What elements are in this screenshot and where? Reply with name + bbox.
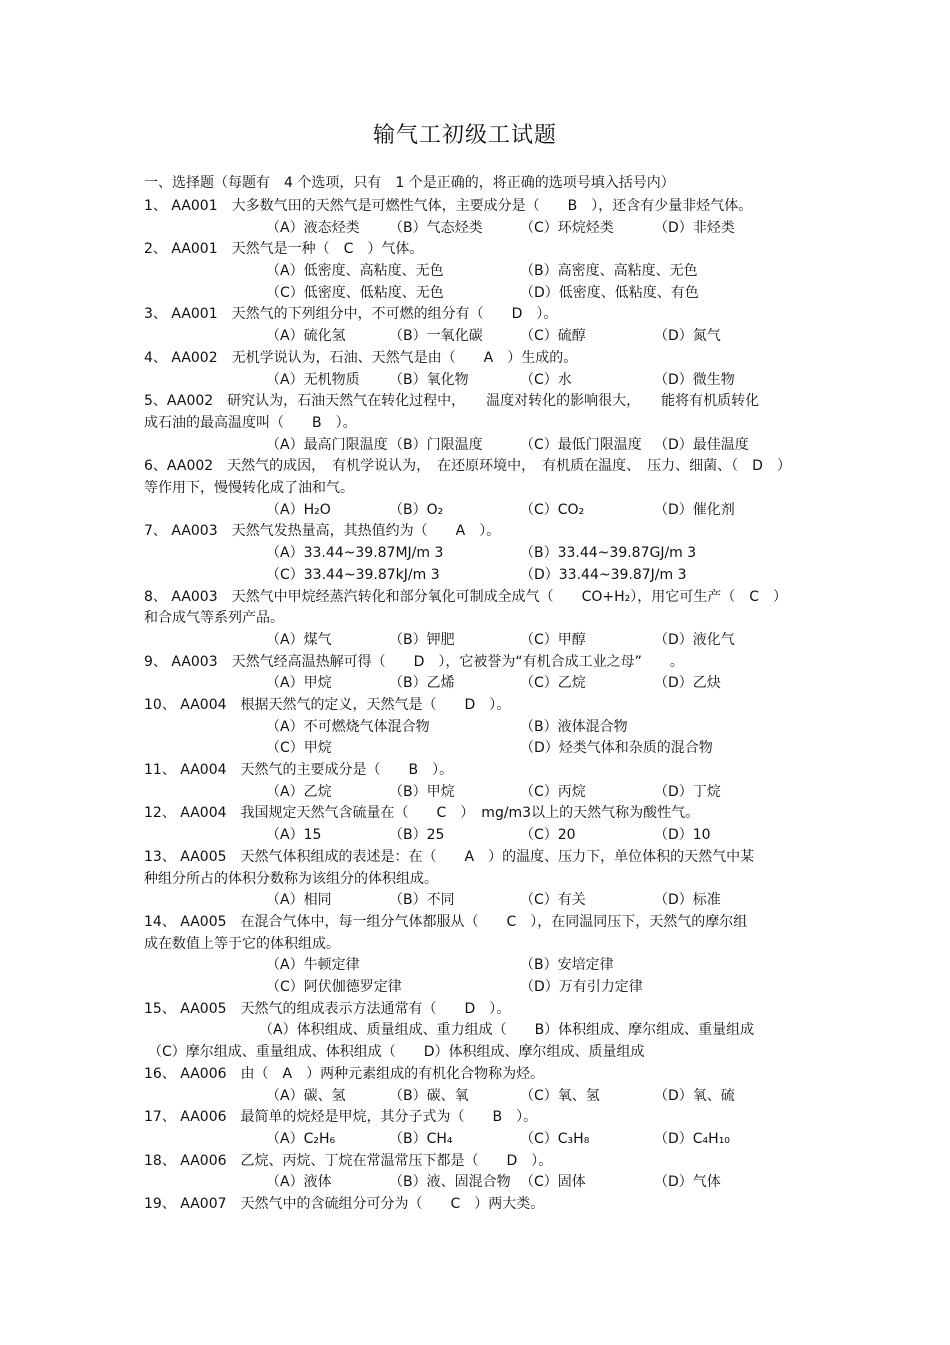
- option-b: （B）气态烃类: [389, 219, 483, 236]
- option-b: （B）甲烷: [389, 783, 455, 800]
- options-row: [144, 326, 824, 348]
- question-item: [144, 587, 824, 652]
- option-c: （C）CO₂: [520, 501, 585, 518]
- option-a: （A）牛顿定律: [266, 957, 360, 974]
- option-c: （C）环烷烃类: [520, 219, 614, 236]
- option-a: （A）液态烃类: [266, 219, 360, 236]
- question-item: [144, 521, 824, 586]
- question-text: 16、 AA006 由（ A ）两种元素组成的有机化合物称为烃。: [144, 1065, 545, 1082]
- options-row: [144, 565, 824, 587]
- question-item: [144, 304, 824, 347]
- option-c: （C）低密度、低粘度、无色: [266, 284, 444, 301]
- option-c: （C）丙烷: [520, 783, 586, 800]
- option-b: （B）乙烯: [389, 675, 455, 692]
- question-item: [144, 348, 824, 391]
- option-a: （A）相同: [266, 892, 332, 909]
- option-d: （D）最佳温度: [654, 436, 749, 453]
- option-c: （C）硫醇: [520, 328, 586, 345]
- option-c: （C）水: [520, 371, 572, 388]
- question-list: [144, 196, 824, 1216]
- question-item: [144, 456, 824, 521]
- question-text: 18、 AA006 乙烷、丙烷、丁烷在常温常压下都是（ D ）。: [144, 1152, 553, 1169]
- option-d: （D）C₄H₁₀: [654, 1130, 730, 1147]
- question-item: [144, 1107, 824, 1150]
- options-row: [144, 283, 824, 305]
- option-c: （C）33.44~39.87kJ/m 3: [266, 566, 440, 583]
- option-b: （B）33.44~39.87GJ/m 3: [520, 545, 697, 562]
- options-row: （A）体积组成、质量组成、重力组成（ B）体积组成、摩尔组成、重量组成: [259, 1022, 755, 1039]
- options-row: [144, 977, 824, 999]
- option-d: （D）10: [654, 827, 711, 844]
- option-d: （D）丁烷: [654, 783, 721, 800]
- question-text: 10、 AA004 根据天然气的定义，天然气是（ D ）。: [144, 697, 511, 713]
- options-row: [144, 1129, 824, 1151]
- option-b: （B）O₂: [389, 501, 444, 518]
- option-d: （D）乙炔: [654, 675, 721, 692]
- option-b: （B）碳、氧: [389, 1087, 469, 1104]
- question-text: 6、AA002 天然气的成因， 有机学说认为， 在还原环境中， 有机质在温度、 压力、细菌、（ D ）: [144, 458, 791, 475]
- option-a: （A）甲烷: [266, 675, 332, 692]
- question-text: 5、AA002 研究认为，石油天然气在转化过程中， 温度对转化的影响很大， 能将有机质转化: [144, 393, 760, 410]
- option-a: （A）无机物质: [266, 371, 360, 388]
- option-d: （D）33.44~39.87J/m 3: [520, 566, 687, 583]
- option-d: （D）低密度、低粘度、有色: [520, 284, 699, 301]
- question-text-continued: 和合成气等系列产品。: [144, 610, 284, 627]
- option-b: （B）不同: [389, 892, 455, 909]
- question-text-continued: 种组分所占的体积分数称为该组分的体积组成。: [144, 870, 438, 887]
- option-d: （D）非烃类: [654, 219, 735, 236]
- option-c: （C）有关: [520, 892, 586, 909]
- question-item: [144, 760, 824, 803]
- options-row: [144, 955, 824, 977]
- option-a: （A）33.44~39.87MJ/m 3: [266, 545, 444, 562]
- option-a: （A）H₂O: [266, 501, 331, 518]
- option-b: （B）液体混合物: [520, 718, 628, 735]
- options-row: （C）摩尔组成、重量组成、体积组成（ D）体积组成、摩尔组成、质量组成: [148, 1044, 645, 1061]
- option-b: （B）液、固混合物: [389, 1174, 511, 1191]
- option-a: （A）碳、氢: [266, 1087, 346, 1104]
- option-c: （C）固体: [520, 1174, 586, 1191]
- option-c: （C）甲醇: [520, 631, 586, 648]
- option-d: （D）微生物: [654, 371, 735, 388]
- option-a: （A）硫化氢: [266, 328, 346, 345]
- option-a: （A）低密度、高粘度、无色: [266, 263, 444, 280]
- question-item: [144, 847, 824, 912]
- question-item: [144, 912, 824, 999]
- option-d: （D）标准: [654, 892, 721, 909]
- question-text: 9、 AA003 天然气经高温热解可得（ D ），它被誉为“有机合成工业之母” 。: [144, 653, 684, 670]
- option-a: （A）煤气: [266, 631, 332, 648]
- question-text-continued: 成石油的最高温度叫（ B ）。: [144, 414, 357, 431]
- options-row: [144, 630, 824, 652]
- option-d: （D）氮气: [654, 328, 721, 345]
- option-d: （D）催化剂: [654, 501, 735, 518]
- option-a: （A）最高门限温度: [266, 436, 388, 453]
- option-c: （C）C₃H₈: [520, 1130, 590, 1147]
- document-title: 输气工初级工试题: [372, 123, 557, 148]
- options-row: [144, 370, 824, 392]
- options-row: [144, 500, 824, 522]
- option-c: （C）甲烷: [266, 740, 332, 757]
- question-item: [144, 239, 824, 304]
- question-item: [144, 999, 824, 1064]
- question-text: 3、 AA001 天然气的下列组分中，不可燃的组分有（ D ）。: [144, 306, 558, 323]
- question-item: [144, 1194, 824, 1216]
- option-b: （B）CH₄: [389, 1130, 453, 1147]
- option-a: （A）乙烷: [266, 783, 332, 800]
- options-row: [144, 1172, 824, 1194]
- option-c: （C）最低门限温度: [520, 436, 642, 453]
- option-b: （B）门限温度: [389, 436, 483, 453]
- question-text-continued: 成在数值上等于它的体积组成。: [144, 935, 340, 952]
- option-a: （A）C₂H₆: [266, 1130, 336, 1147]
- question-text: 13、 AA005 天然气体积组成的表述是：在（ A ）的温度、压力下，单位体积的天然气中某: [144, 848, 755, 865]
- question-item: [144, 1064, 824, 1107]
- option-d: （D）烃类气体和杂质的混合物: [520, 740, 713, 757]
- option-d: （D）气体: [654, 1174, 721, 1191]
- option-c: （C）20: [520, 827, 576, 844]
- question-text: 8、 AA003 天然气中甲烷经蒸汽转化和部分氧化可制成全成气（ CO+H₂），用它可生产（ C ）: [144, 588, 788, 605]
- option-a: （A）液体: [266, 1174, 332, 1191]
- option-c: （C）氧、氢: [520, 1087, 600, 1104]
- option-b: （B）一氧化碳: [389, 328, 483, 345]
- option-d: （D）液化气: [654, 631, 735, 648]
- option-c: （C）阿伏伽德罗定律: [266, 979, 402, 996]
- options-row: [144, 1086, 824, 1108]
- question-text: 7、 AA003 天然气发热量高，其热值约为（ A ）。: [144, 523, 501, 540]
- question-item: [144, 391, 824, 456]
- question-text: 4、 AA002 无机学说认为，石油、天然气是由（ A ）生成的。: [144, 349, 578, 366]
- question-text: 12、 AA004 我国规定天然气含硫量在（ C ） mg/m3以上的天然气称为酸性气。: [144, 805, 700, 822]
- options-row: [144, 673, 824, 695]
- options-row: [144, 218, 824, 240]
- question-text: 17、 AA006 最简单的烷烃是甲烷，其分子式为（ B ）。: [144, 1109, 538, 1126]
- option-a: （A）不可燃烧气体混合物: [266, 718, 430, 735]
- options-row: [144, 738, 824, 760]
- option-b: （B）氧化物: [389, 371, 469, 388]
- question-text: 15、 AA005 天然气的组成表示方法通常有（ D ）。: [144, 1000, 511, 1017]
- question-text: 14、 AA005 在混合气体中，每一组分气体都服从（ C ），在同温同压下，天然气的摩尔组: [144, 913, 748, 930]
- question-item: [144, 1151, 824, 1194]
- question-text-continued: 等作用下，慢慢转化成了油和气。: [144, 480, 354, 497]
- question-text: 1、 AA001 大多数气田的天然气是可燃性气体，主要成分是（ B ），还含有少量非烃气体。: [144, 198, 753, 214]
- option-c: （C）乙烷: [520, 675, 586, 692]
- options-row: [144, 890, 824, 912]
- options-row: [144, 543, 824, 565]
- option-d: （D）万有引力定律: [520, 979, 643, 996]
- options-row: [144, 261, 824, 283]
- section-heading: 一、选择题（每题有 4 个选项，只有 1 个是正确的，将正确的选项号填入括号内）: [144, 175, 675, 191]
- question-item: [144, 652, 824, 695]
- options-row: [144, 825, 824, 847]
- question-text: 11、 AA004 天然气的主要成分是（ B ）。: [144, 762, 454, 779]
- question-item: [144, 695, 824, 760]
- question-item: [144, 196, 824, 239]
- option-d: （D）氧、硫: [654, 1087, 735, 1104]
- option-b: （B）钾肥: [389, 631, 455, 648]
- question-text: 2、 AA001 天然气是一种（ C ）气体。: [144, 241, 424, 258]
- option-a: （A）15: [266, 827, 322, 844]
- question-text: 19、 AA007 天然气中的含硫组分可分为（ C ）两大类。: [144, 1196, 545, 1213]
- options-row: [144, 435, 824, 457]
- option-b: （B）安培定律: [520, 957, 614, 974]
- options-row: [144, 782, 824, 804]
- question-item: [144, 803, 824, 846]
- options-row: [144, 717, 824, 739]
- option-b: （B）高密度、高粘度、无色: [520, 263, 698, 280]
- option-b: （B）25: [389, 827, 445, 844]
